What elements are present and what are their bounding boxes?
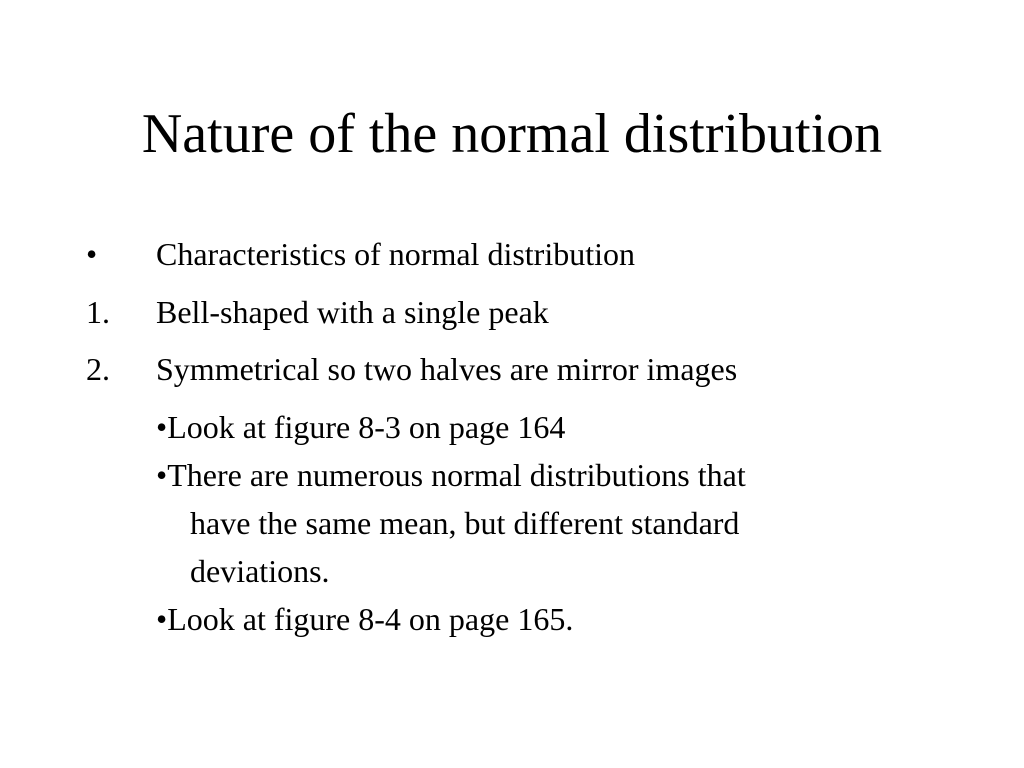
sub-bullet-continuation: have the same mean, but different standard bbox=[190, 505, 740, 541]
sub-bullet: •Look at figure 8-3 on page 164 bbox=[156, 409, 566, 445]
number-marker: 1. bbox=[86, 294, 110, 330]
sub-bullet: •There are numerous normal distributions that bbox=[156, 457, 746, 493]
number-marker: 2. bbox=[86, 351, 110, 387]
bullet-marker: • bbox=[86, 236, 98, 272]
list-item-text: Characteristics of normal distribution bbox=[156, 236, 635, 272]
slide-title: Nature of the normal distribution bbox=[141, 103, 883, 165]
sub-bullet: •Look at figure 8-4 on page 165. bbox=[156, 601, 574, 637]
sub-bullet-continuation: deviations. bbox=[190, 553, 330, 589]
list-item-text: Bell-shaped with a single peak bbox=[156, 294, 549, 330]
list-item-text: Symmetrical so two halves are mirror images bbox=[156, 351, 738, 387]
